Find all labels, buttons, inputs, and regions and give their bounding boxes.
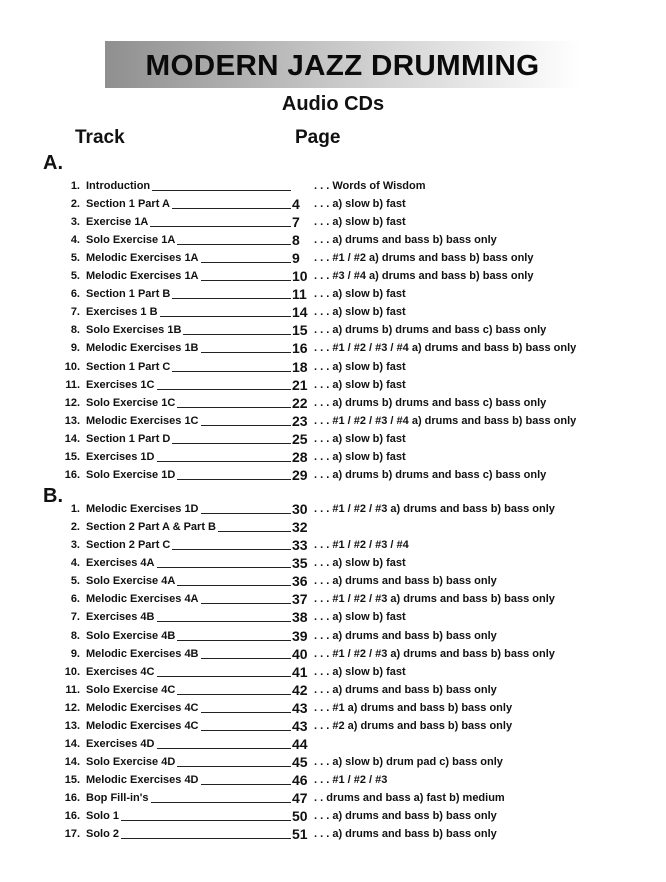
track-description: . . . #1 / #2 / #3 / #4 xyxy=(314,539,409,552)
track-title: Section 1 Part B xyxy=(86,288,171,301)
track-number: 6. xyxy=(70,288,80,301)
track-title: Melodic Exercises 4C xyxy=(86,719,199,732)
track-title: Section 1 Part C xyxy=(86,360,171,373)
track-description: . . . a) drums and bass b) bass only xyxy=(314,575,497,588)
track-row xyxy=(0,699,666,717)
leader-line xyxy=(201,784,291,785)
track-number: 14. xyxy=(64,738,80,751)
leader-line xyxy=(201,658,291,659)
track-description: . . . a) slow b) drum pad c) bass only xyxy=(314,756,503,769)
track-title: Exercises 1 B xyxy=(86,306,158,319)
track-description: . . . a) slow b) fast xyxy=(314,557,406,570)
track-title: Exercise 1A xyxy=(86,216,149,229)
track-description: . . . a) slow b) fast xyxy=(314,198,406,211)
track-description: . . . a) drums b) drums and bass c) bass only xyxy=(314,396,547,409)
track-row xyxy=(0,177,666,195)
track-title: Solo Exercise 4A xyxy=(86,575,176,588)
track-description: . . . a) slow b) fast xyxy=(314,306,406,319)
leader-line xyxy=(177,244,291,245)
track-description: . . . #3 / #4 a) drums and bass b) bass only xyxy=(314,270,534,283)
track-title-cell xyxy=(86,339,292,357)
track-title: Solo Exercise 4B xyxy=(86,629,176,642)
track-description: . . . a) drums and bass b) bass only xyxy=(314,683,497,696)
track-title-cell xyxy=(86,590,292,608)
track-title-cell xyxy=(86,699,292,717)
leader-line xyxy=(121,820,291,821)
track-number: 5. xyxy=(70,270,80,283)
leader-line xyxy=(172,371,291,372)
track-number: 15. xyxy=(64,450,80,463)
page-number: 16 xyxy=(292,340,308,357)
track-title-cell xyxy=(86,195,292,213)
track-title-cell xyxy=(86,285,292,303)
page-number: 28 xyxy=(292,448,308,465)
track-number: 12. xyxy=(64,701,80,714)
track-row xyxy=(0,681,666,699)
page-number: 23 xyxy=(292,412,308,429)
page-number: 39 xyxy=(292,627,308,644)
track-title: Melodic Exercises 1C xyxy=(86,414,199,427)
track-row xyxy=(0,518,666,536)
track-title: Exercises 4D xyxy=(86,738,155,751)
track-description: . . . a) slow b) fast xyxy=(314,288,406,301)
track-row xyxy=(0,807,666,825)
track-number: 11. xyxy=(65,683,80,696)
track-title: Melodic Exercises 4C xyxy=(86,701,199,714)
page-number: 7 xyxy=(292,214,300,231)
track-description: . . . a) drums and bass b) bass only xyxy=(314,828,497,841)
track-number: 14. xyxy=(64,756,80,769)
track-description: . . drums and bass a) fast b) medium xyxy=(314,792,505,805)
track-description: . . . a) slow b) fast xyxy=(314,450,406,463)
page-number: 35 xyxy=(292,555,308,572)
track-title: Exercises 1D xyxy=(86,450,155,463)
track-title-cell xyxy=(86,807,292,825)
leader-line xyxy=(172,298,291,299)
track-title-cell xyxy=(86,825,292,843)
track-title-cell xyxy=(86,645,292,663)
track-title-cell xyxy=(86,394,292,412)
track-title-cell xyxy=(86,213,292,231)
track-number: 13. xyxy=(64,719,80,732)
track-title: Solo 1 xyxy=(86,810,120,823)
page-number: 45 xyxy=(292,754,308,771)
track-column-header: Track xyxy=(75,127,125,148)
track-row xyxy=(0,448,666,466)
track-description: . . . a) slow b) fast xyxy=(314,611,406,624)
section-label: B. xyxy=(43,485,63,507)
track-title-cell xyxy=(86,376,292,394)
page-number: 46 xyxy=(292,772,308,789)
track-number: 5. xyxy=(70,252,80,265)
track-number: 16. xyxy=(64,792,80,805)
track-number: 3. xyxy=(70,539,80,552)
track-row xyxy=(0,789,666,807)
track-title: Exercises 4A xyxy=(86,557,155,570)
track-row xyxy=(0,376,666,394)
track-title: Melodic Exercises 4D xyxy=(86,774,199,787)
track-title-cell xyxy=(86,303,292,321)
track-title-cell xyxy=(86,466,292,484)
leader-line xyxy=(152,190,291,191)
track-number: 6. xyxy=(70,593,80,606)
track-title: Exercises 1C xyxy=(86,378,155,391)
book-title: MODERN JAZZ DRUMMING xyxy=(145,50,540,82)
track-description: . . . a) slow b) fast xyxy=(314,360,406,373)
track-description: . . . a) drums b) drums and bass c) bass only xyxy=(314,468,547,481)
page-number: 47 xyxy=(292,790,308,807)
page-column-header: Page xyxy=(295,127,341,148)
page-number: 44 xyxy=(292,736,308,753)
track-number: 10. xyxy=(64,665,80,678)
track-row xyxy=(0,231,666,249)
track-row xyxy=(0,572,666,590)
track-title-cell xyxy=(86,358,292,376)
track-description: . . . a) slow b) fast xyxy=(314,216,406,229)
leader-line xyxy=(201,425,291,426)
track-row xyxy=(0,430,666,448)
track-description: . . . a) slow b) fast xyxy=(314,378,406,391)
leader-line xyxy=(177,766,291,767)
track-number: 13. xyxy=(64,414,80,427)
track-title-cell xyxy=(86,249,292,267)
track-title-cell xyxy=(86,572,292,590)
track-title: Exercises 4C xyxy=(86,665,155,678)
track-number: 7. xyxy=(70,611,80,624)
track-description: . . . #1 / #2 / #3 / #4 a) drums and bass b) bass only xyxy=(314,342,577,355)
leader-line xyxy=(201,730,291,731)
page-number: 42 xyxy=(292,681,308,698)
track-number: 1. xyxy=(70,503,80,515)
page-number: 4 xyxy=(292,196,300,213)
track-row xyxy=(0,753,666,771)
track-row xyxy=(0,394,666,412)
track-number: 1. xyxy=(70,180,80,192)
track-title-cell xyxy=(86,177,292,195)
track-row xyxy=(0,645,666,663)
track-title-cell xyxy=(86,267,292,285)
track-description: . . . #1 / #2 a) drums and bass b) bass only xyxy=(314,252,534,265)
page-number: 38 xyxy=(292,609,308,626)
leader-line xyxy=(201,352,291,353)
track-title: Solo Exercises 1B xyxy=(86,324,182,337)
track-number: 17. xyxy=(64,828,80,841)
leader-line xyxy=(201,712,291,713)
page-number: 33 xyxy=(292,537,308,554)
leader-line xyxy=(177,694,291,695)
track-number: 9. xyxy=(70,647,80,660)
page-number: 10 xyxy=(292,268,308,285)
track-row xyxy=(0,608,666,626)
track-title: Solo Exercise 1C xyxy=(86,396,176,409)
track-title: Melodic Exercises 1A xyxy=(86,252,199,265)
track-title-cell xyxy=(86,663,292,681)
leader-line xyxy=(172,443,291,444)
leader-line xyxy=(157,748,292,749)
page-number: 40 xyxy=(292,645,308,662)
track-number: 11. xyxy=(65,378,80,391)
track-row xyxy=(0,771,666,789)
track-number: 8. xyxy=(70,324,80,337)
track-number: 9. xyxy=(70,342,80,355)
track-description: . . . a) drums and bass b) bass only xyxy=(314,629,497,642)
track-number: 16. xyxy=(64,468,80,481)
track-number: 3. xyxy=(70,216,80,229)
track-number: 12. xyxy=(64,396,80,409)
leader-line xyxy=(201,280,291,281)
track-row xyxy=(0,735,666,753)
page-number: 50 xyxy=(292,808,308,825)
track-title: Introduction xyxy=(86,180,151,192)
track-title-cell xyxy=(86,518,292,536)
track-row xyxy=(0,627,666,645)
page-number: 36 xyxy=(292,573,308,590)
leader-line xyxy=(157,461,292,462)
track-number: 2. xyxy=(70,198,80,211)
page-number: 41 xyxy=(292,663,308,680)
title-banner xyxy=(105,41,580,88)
track-title-cell xyxy=(86,321,292,339)
track-row xyxy=(0,249,666,267)
leader-line xyxy=(157,676,292,677)
track-description: . . . Words of Wisdom xyxy=(314,180,426,192)
track-row xyxy=(0,303,666,321)
subtitle: Audio CDs xyxy=(281,93,385,115)
leader-line xyxy=(201,603,291,604)
track-title: Section 1 Part A xyxy=(86,198,170,211)
track-row xyxy=(0,213,666,231)
track-row xyxy=(0,195,666,213)
track-title-cell xyxy=(86,608,292,626)
track-title-cell xyxy=(86,231,292,249)
track-title: Exercises 4B xyxy=(86,611,155,624)
track-title: Section 2 Part C xyxy=(86,539,171,552)
leader-line xyxy=(177,407,291,408)
track-title-cell xyxy=(86,500,292,518)
track-row xyxy=(0,500,666,518)
track-row xyxy=(0,412,666,430)
track-title-cell xyxy=(86,789,292,807)
track-number: 4. xyxy=(70,234,80,247)
track-title: Melodic Exercises 1D xyxy=(86,503,199,515)
track-title-cell xyxy=(86,753,292,771)
track-description: . . . a) drums and bass b) bass only xyxy=(314,234,497,247)
leader-line xyxy=(177,479,291,480)
track-title-cell xyxy=(86,627,292,645)
track-description: . . . #1 / #2 / #3 a) drums and bass b) bass only xyxy=(314,503,555,515)
leader-line xyxy=(157,567,292,568)
track-title-cell xyxy=(86,717,292,735)
track-title-cell xyxy=(86,554,292,572)
page-number: 51 xyxy=(292,826,308,843)
page-number: 8 xyxy=(292,232,300,249)
track-description: . . . a) slow b) fast xyxy=(314,665,406,678)
track-row xyxy=(0,339,666,357)
track-description: . . . a) slow b) fast xyxy=(314,432,406,445)
leader-line xyxy=(157,389,292,390)
track-title: Section 1 Part D xyxy=(86,432,171,445)
track-row xyxy=(0,825,666,843)
track-title: Bop Fill-in's xyxy=(86,792,149,805)
track-number: 8. xyxy=(70,629,80,642)
track-description: . . . #1 / #2 / #3 a) drums and bass b) bass only xyxy=(314,593,555,606)
track-title: Section 2 Part A & Part B xyxy=(86,521,216,534)
track-number: 10. xyxy=(64,360,80,373)
track-description: . . . a) drums and bass b) bass only xyxy=(314,810,497,823)
track-row xyxy=(0,590,666,608)
track-title: Melodic Exercises 4B xyxy=(86,647,199,660)
leader-line xyxy=(177,640,291,641)
track-number: 2. xyxy=(70,521,80,534)
page-number: 21 xyxy=(292,376,308,393)
track-description: . . . #1 / #2 / #3 a) drums and bass b) bass only xyxy=(314,647,555,660)
page-number: 43 xyxy=(292,717,308,734)
leader-line xyxy=(121,838,291,839)
track-row xyxy=(0,717,666,735)
track-description: . . . #1 a) drums and bass b) bass only xyxy=(314,701,513,714)
track-title-cell xyxy=(86,735,292,753)
page-number: 22 xyxy=(292,394,308,411)
leader-line xyxy=(183,334,291,335)
leader-line xyxy=(218,531,291,532)
page-number: 29 xyxy=(292,466,308,483)
leader-line xyxy=(160,316,291,317)
track-description: . . . a) drums b) drums and bass c) bass only xyxy=(314,324,547,337)
leader-line xyxy=(201,262,291,263)
track-number: 15. xyxy=(64,774,80,787)
page-number: 32 xyxy=(292,519,308,536)
track-row xyxy=(0,536,666,554)
track-title-cell xyxy=(86,681,292,699)
leader-line xyxy=(177,585,291,586)
leader-line xyxy=(151,802,292,803)
page-number: 43 xyxy=(292,699,308,716)
track-number: 5. xyxy=(70,575,80,588)
track-description: . . . #1 / #2 / #3 xyxy=(314,774,388,787)
track-row xyxy=(0,663,666,681)
track-title: Melodic Exercises 1A xyxy=(86,270,199,283)
page-number: 37 xyxy=(292,591,308,608)
track-title: Solo Exercise 1A xyxy=(86,234,176,247)
track-row xyxy=(0,321,666,339)
leader-line xyxy=(201,513,291,514)
track-description: . . . #2 a) drums and bass b) bass only xyxy=(314,719,513,732)
track-title-cell xyxy=(86,536,292,554)
track-number: 16. xyxy=(64,810,80,823)
track-number: 14. xyxy=(64,432,80,445)
page-number: 15 xyxy=(292,322,308,339)
track-row xyxy=(0,554,666,572)
track-title: Melodic Exercises 1B xyxy=(86,342,199,355)
leader-line xyxy=(157,621,292,622)
track-title-cell xyxy=(86,412,292,430)
page-number: 30 xyxy=(292,501,308,517)
track-title: Solo Exercise 4C xyxy=(86,683,176,696)
track-title-cell xyxy=(86,771,292,789)
track-number: 7. xyxy=(70,306,80,319)
track-title: Solo 2 xyxy=(86,828,120,841)
page-number: 11 xyxy=(292,286,307,303)
track-row xyxy=(0,285,666,303)
track-number: 4. xyxy=(70,557,80,570)
track-description: . . . #1 / #2 / #3 / #4 a) drums and bass b) bass only xyxy=(314,414,577,427)
track-title-cell xyxy=(86,430,292,448)
track-title: Solo Exercise 4D xyxy=(86,756,176,769)
leader-line xyxy=(172,549,291,550)
track-title: Melodic Exercises 4A xyxy=(86,593,199,606)
track-title-cell xyxy=(86,448,292,466)
track-row xyxy=(0,358,666,376)
page-number: 18 xyxy=(292,358,308,375)
page-number: 14 xyxy=(292,304,308,321)
track-row xyxy=(0,267,666,285)
page-number: 9 xyxy=(292,250,300,267)
track-title: Solo Exercise 1D xyxy=(86,468,176,481)
track-row xyxy=(0,466,666,484)
leader-line xyxy=(150,226,291,227)
section-label: A. xyxy=(43,152,63,174)
page-number: 25 xyxy=(292,430,308,447)
leader-line xyxy=(172,208,291,209)
